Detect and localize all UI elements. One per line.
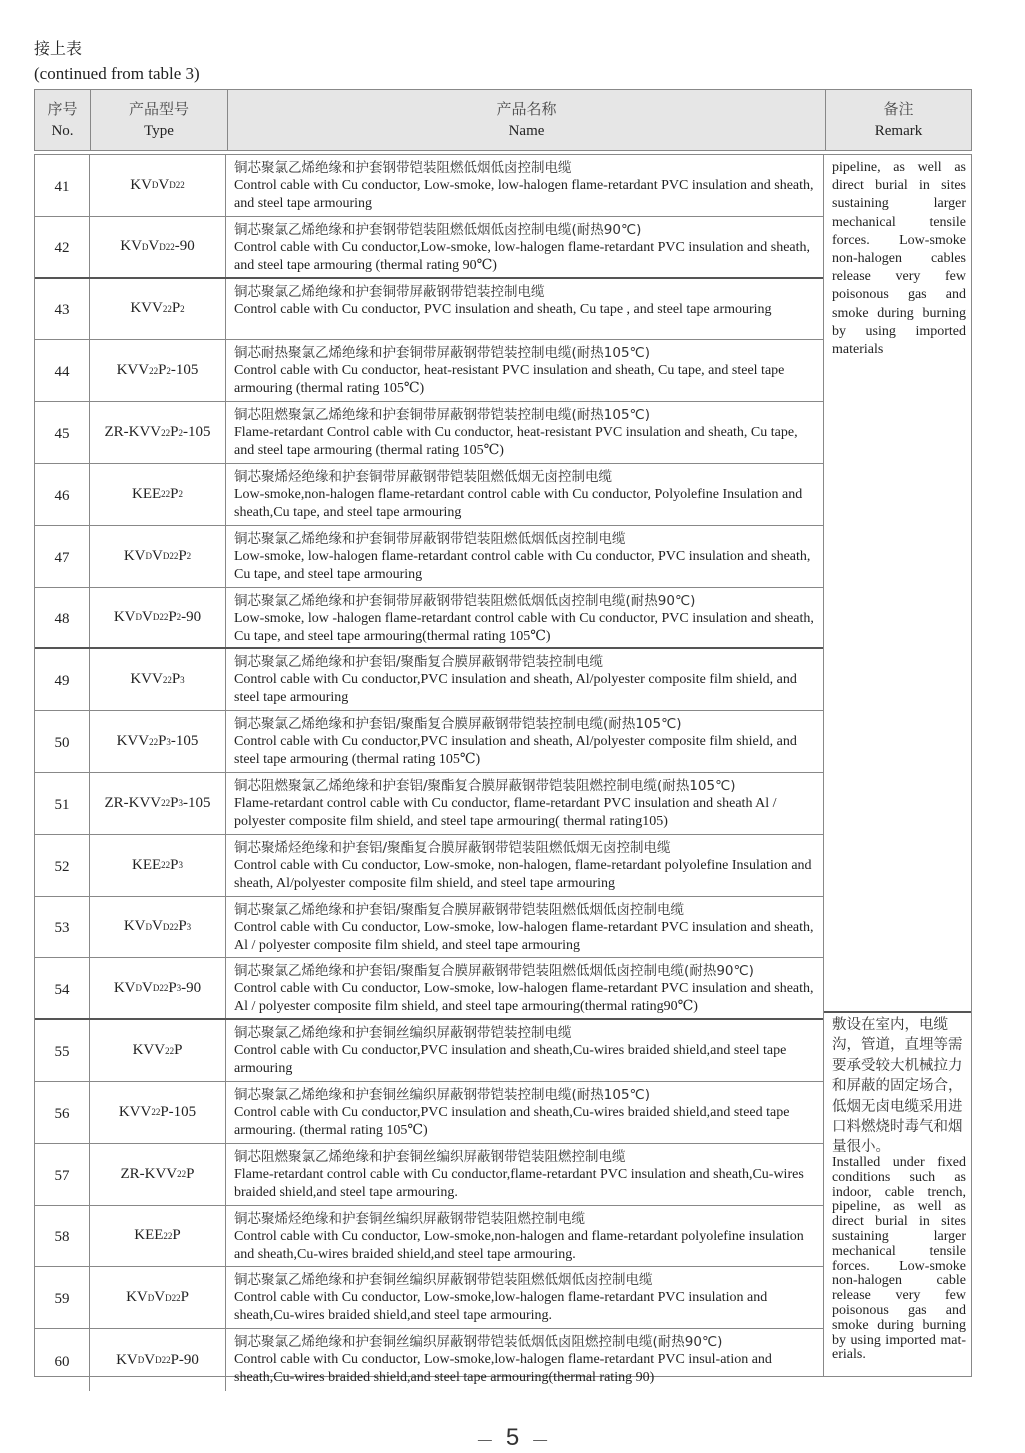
row-name-cn: 铜芯聚氯乙烯绝缘和护套铜丝编织屏蔽钢带铠装阻燃低烟低卤控制电缆: [234, 1272, 653, 1289]
row-type: KV D V D22 P-90: [90, 1329, 226, 1391]
row-name-cn: 铜芯聚氯乙烯绝缘和护套铜带屏蔽钢带铠装阻燃低烟低卤控制电缆(耐热90℃): [234, 592, 696, 609]
row-type: KEE 22 P: [90, 1206, 226, 1267]
table-row: [35, 773, 823, 835]
header-name: [228, 90, 826, 150]
header-no: [35, 90, 91, 150]
row-name-cn: 铜芯聚氯乙烯绝缘和护套铝/聚酯复合膜屏蔽钢带铠装阻燃低烟低卤控制电缆(耐热90℃): [234, 963, 754, 980]
table-row: [35, 526, 823, 588]
table-body: [34, 154, 972, 1386]
row-name: [226, 217, 823, 277]
table-row: [35, 711, 823, 773]
row-name-cn: 铜芯聚氯乙烯绝缘和护套铜丝编织屏蔽钢带铠装控制电缆: [234, 1025, 572, 1042]
table-header: [34, 89, 972, 151]
row-number: 41: [35, 155, 90, 216]
row-name-en: Control cable with Cu conductor,PVC insulation and sheath, Al/polyester composite film shield, and steel tape armouring (thermal rating 105℃): [234, 734, 797, 768]
row-type: KV D V D22 P: [90, 1267, 226, 1328]
header-no-cn: 序号: [47, 100, 78, 118]
row-name-en: Control cable with Cu conductor, PVC insulation and sheath, Cu tape , and steel tape armouring: [234, 301, 772, 317]
row-number: 50: [35, 711, 90, 772]
header-no-en: No.: [51, 123, 74, 139]
row-name: [226, 835, 823, 896]
row-name-en: Flame-retardant control cable with Cu conductor,flame-retardant PVC insulation and sheath,Cu-wires braided shield,and steel tape armouring.: [234, 1166, 804, 1200]
table-row: [35, 1329, 823, 1391]
row-name-cn: 铜芯聚氯乙烯绝缘和护套铜带屏蔽钢带铠装控制电缆: [234, 283, 545, 300]
row-name-en: Flame-retardant control cable with Cu conductor, flame-retardant PVC insulation and sheath Al / polyester composite film shield, and steel tape armouring( thermal rating105): [234, 795, 777, 829]
row-name: [226, 526, 823, 587]
row-name: [226, 464, 823, 525]
table-row: [35, 402, 823, 464]
row-name-en: Flame-retardant Control cable with Cu conductor, heat-resistant PVC insulation and sheath, Cu tape, and steel tape armouring (thermal rating 105℃): [234, 425, 798, 459]
row-name-en: Control cable with Cu conductor, Low-smoke, low-halogen flame-retardant PVC insulation and sheath, Al / polyester composite film shield, and steel tape armouring: [234, 919, 814, 953]
row-type: KV D V D22 P 3: [90, 897, 226, 958]
row-type: KV D V D22: [90, 155, 226, 216]
row-number: 59: [35, 1267, 90, 1328]
row-name: [226, 711, 823, 772]
row-type: KVV 22 P 3: [90, 649, 226, 710]
row-type: ZR-KVV 22 P 3 -105: [90, 773, 226, 834]
row-number: 53: [35, 897, 90, 958]
table-rows: [35, 155, 823, 1391]
row-number: 52: [35, 835, 90, 896]
row-name: [226, 1082, 823, 1143]
row-name-cn: 铜芯聚氯乙烯绝缘和护套钢带铠装阻燃低烟低卤控制电缆: [234, 160, 572, 176]
row-type: ZR-KVV 22 P: [90, 1144, 226, 1205]
row-type: KV D V D22 P 3 -90: [90, 958, 226, 1018]
remarks-column: [823, 155, 971, 1376]
page-number: — 5 —: [477, 1424, 548, 1451]
row-name: [226, 155, 823, 216]
header-name-cn: 产品名称: [496, 100, 557, 118]
row-type: KVV 22 P 2 -105: [90, 340, 226, 401]
row-number: 55: [35, 1020, 90, 1081]
row-name: [226, 1144, 823, 1205]
row-name-cn: 铜芯阻燃聚氯乙烯绝缘和护套铜带屏蔽钢带铠装控制电缆(耐热105℃): [234, 407, 650, 424]
row-name-cn: 铜芯聚烯烃绝缘和护套铜丝编织屏蔽钢带铠装阻燃控制电缆: [234, 1210, 585, 1227]
row-number: 51: [35, 773, 90, 834]
table-row: [35, 1267, 823, 1329]
row-name-cn: 铜芯聚烯烃绝缘和护套铝/聚酯复合膜屏蔽钢带铠装阻燃低烟无卤控制电缆: [234, 839, 671, 856]
caption-continued-cn: 接上表: [34, 39, 83, 58]
row-name: [226, 1267, 823, 1328]
row-number: 58: [35, 1206, 90, 1267]
row-name-en: Control cable with Cu conductor, Low-smoke,low-halogen flame-retardant PVC insul-ation and sheath,Cu-wires braided shield,and steel tape armouring(thermal rating 90): [234, 1352, 772, 1386]
page-number-value: 5: [505, 1424, 520, 1451]
row-name-cn: 铜芯阻燃聚氯乙烯绝缘和护套铜丝编织屏蔽钢带铠装阻燃控制电缆: [234, 1148, 626, 1165]
row-type: KVV 22 P: [90, 1020, 226, 1081]
table-row: [35, 340, 823, 402]
header-remark-en: Remark: [874, 123, 923, 139]
row-name: [226, 958, 823, 1018]
row-name-cn: 铜芯阻燃聚氯乙烯绝缘和护套铝/聚酯复合膜屏蔽钢带铠装阻燃控制电缆(耐热105℃): [234, 777, 736, 794]
row-type: KVV 22 P 3 -105: [90, 711, 226, 772]
row-number: 42: [35, 217, 90, 277]
caption-continued-en: (continued from table 3): [34, 64, 200, 83]
header-remark: [826, 90, 971, 150]
row-type: KV D V D22 P 2 -90: [90, 588, 226, 648]
row-name: [226, 1329, 823, 1391]
remark-divider: [824, 1011, 971, 1013]
row-name: [226, 279, 823, 340]
row-name-cn: 铜芯聚氯乙烯绝缘和护套铝/聚酯复合膜屏蔽钢带铠装阻燃低烟低卤控制电缆: [234, 901, 685, 918]
table-row: [35, 155, 823, 217]
table-row: [35, 649, 823, 711]
row-name-en: Control cable with Cu conductor, Low-smoke, low-halogen flame-retardant PVC insulation and sheath, Al / polyester composite film shield, and steel tape armouring(thermal rating90℃): [234, 981, 814, 1015]
row-number: 49: [35, 649, 90, 710]
row-name-en: Control cable with Cu conductor,PVC insulation and sheath, Al/polyester composite film shield, and steel tape armouring: [234, 672, 797, 706]
row-number: 43: [35, 279, 90, 340]
row-name-cn: 铜芯聚烯烃绝缘和护套铜带屏蔽钢带铠装阻燃低烟无卤控制电缆: [234, 468, 612, 485]
table-row: [35, 1082, 823, 1144]
row-name: [226, 1206, 823, 1267]
row-name: [226, 773, 823, 834]
row-number: 45: [35, 402, 90, 463]
row-name-cn: 铜芯聚氯乙烯绝缘和护套铜带屏蔽钢带铠装阻燃低烟低卤控制电缆: [234, 530, 626, 547]
row-type: KV D V D22 -90: [90, 217, 226, 277]
header-name-en: Name: [508, 123, 545, 139]
row-number: 47: [35, 526, 90, 587]
remark-group2-cn: 敷设在室内，电缆沟，管道，直埋等需要承受较大机械拉力和屏蔽的固定场合，低烟无卤电缆采用进口料燃烧时毒气和烟量很小。: [832, 1017, 963, 1156]
row-number: 54: [35, 958, 90, 1018]
row-type: ZR-KVV 22 P 2 -105: [90, 402, 226, 463]
remark-group2-en: Installed under fixed conditions such as indoor, cable trench, pipeline, as well as direct burial in sites sustaining larger mechanical tensile forces. Low-smoke non-halogen cable release very few poisonous gas and smoke during burning by using imported mat-erials.: [832, 1155, 966, 1363]
row-number: 56: [35, 1082, 90, 1143]
table-row: [35, 835, 823, 897]
row-type: KEE 22 P 3: [90, 835, 226, 896]
row-name-en: Control cable with Cu conductor, Low-smoke, non-halogen, flame-retardant polyolefine Insulation and sheath, Al/polyester composite film shield, and steel tape armouring: [234, 857, 812, 891]
row-name: [226, 649, 823, 710]
row-type: KVV 22 P-105: [90, 1082, 226, 1143]
row-name-en: Control cable with Cu conductor,PVC insulation and sheath,Cu-wires braided shield,and steel tape armouring: [234, 1043, 787, 1077]
row-name-cn: 铜芯聚氯乙烯绝缘和护套钢带铠装阻燃低烟低卤控制电缆(耐热90℃): [234, 221, 642, 238]
row-name-en: Control cable with Cu conductor, heat-resistant PVC insulation and sheath, Cu tape, and steel tape armouring (thermal rating 105℃): [234, 363, 785, 397]
row-name-en: Control cable with Cu conductor, Low-smoke,low-halogen flame-retardant PVC insulation and sheath,Cu-wires braided shield,and steel tape armouring.: [234, 1290, 768, 1324]
table-row: [35, 1206, 823, 1268]
row-name: [226, 340, 823, 401]
row-name-en: Control cable with Cu conductor,PVC insulation and sheath,Cu-wires braided shield,and steed tape armouring. (thermal rating 105℃): [234, 1104, 790, 1138]
row-name-en: Low-smoke, low-halogen flame-retardant control cable with Cu conductor, PVC insulation and sheath, Cu tape, and steel tape armouring: [234, 548, 811, 582]
remark-group1-en: pipeline, as well as direct burial in sites sustaining larger mechanical tensile forces. Low-smoke non-halogen cables release very few poisonous gas and smoke during burning by using imported materials: [832, 160, 966, 358]
row-type: KV D V D22 P 2: [90, 526, 226, 587]
row-name-en: Low-smoke, low -halogen flame-retardant control cable with Cu conductor, PVC insulation and sheath, Cu tape, and steel tape armouring(thermal rating 105℃): [234, 610, 814, 644]
header-type-cn: 产品型号: [128, 100, 189, 118]
header-remark-cn: 备注: [883, 100, 914, 118]
table-row: [35, 464, 823, 526]
row-number: 60: [35, 1329, 90, 1391]
table-row: [35, 588, 823, 650]
row-name-cn: 铜芯聚氯乙烯绝缘和护套铜丝编织屏蔽钢带铠装控制电缆(耐热105℃): [234, 1086, 650, 1103]
table-row: [35, 217, 823, 279]
table-row: [35, 279, 823, 341]
table-row: [35, 958, 823, 1020]
row-name-cn: 铜芯聚氯乙烯绝缘和护套铝/聚酯复合膜屏蔽钢带铠装控制电缆: [234, 654, 604, 671]
row-name: [226, 402, 823, 463]
header-type-en: Type: [144, 123, 174, 139]
row-name-en: Control cable with Cu conductor, Low-smoke, low-halogen flame-retardant PVC insulation and sheath, and steel tape armouring: [234, 178, 814, 211]
row-number: 44: [35, 340, 90, 401]
row-name-en: Control cable with Cu conductor, Low-smoke,non-halogen and flame-retardant polyolefine insulation and sheath,Cu-wires braided shield,and steel tape armouring.: [234, 1228, 804, 1262]
row-number: 46: [35, 464, 90, 525]
row-name-cn: 铜芯聚氯乙烯绝缘和护套铝/聚酯复合膜屏蔽钢带铠装控制电缆(耐热105℃): [234, 716, 682, 733]
table-row: [35, 897, 823, 959]
row-name: [226, 897, 823, 958]
row-name: [226, 588, 823, 648]
row-name: [226, 1020, 823, 1081]
table-row: [35, 1020, 823, 1082]
row-type: KVV 22 P 2: [90, 279, 226, 340]
row-number: 48: [35, 588, 90, 648]
table-row: [35, 1144, 823, 1206]
row-name-en: Control cable with Cu conductor,Low-smoke, low-halogen flame-retardant PVC insulation and sheath, and steel tape armouring (thermal rating 90℃): [234, 239, 811, 273]
row-type: KEE 22 P 2: [90, 464, 226, 525]
row-name-en: Low-smoke,non-halogen flame-retardant control cable with Cu conductor, Polyolefine Insulation and sheath,Cu tape, and steel tape armouring: [234, 486, 803, 520]
header-type: [91, 90, 228, 150]
row-name-cn: 铜芯聚氯乙烯绝缘和护套铜丝编织屏蔽钢带铠装低烟低卤阻燃控制电缆(耐热90℃): [234, 1334, 723, 1351]
row-name-cn: 铜芯耐热聚氯乙烯绝缘和护套铜带屏蔽钢带铠装控制电缆(耐热105℃): [234, 345, 650, 362]
row-number: 57: [35, 1144, 90, 1205]
